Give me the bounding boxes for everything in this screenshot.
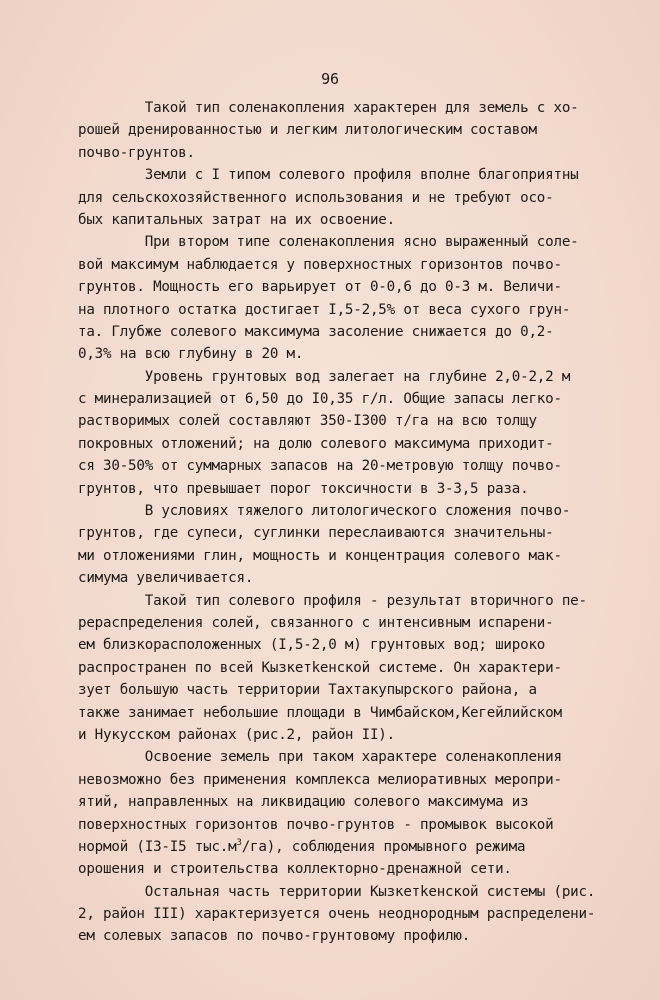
text-line: бых капитальных затрат на их освоение. xyxy=(78,211,395,228)
text-line: грунтов, где супеси, суглинки переслаиваются значительны- xyxy=(78,525,554,542)
text-line: ятий, направленных на ликвидацию солевого максимума из xyxy=(78,794,529,811)
text-line: 0,3% на всю глубину в 20 м. xyxy=(78,346,304,363)
text-line: ем солевых запасов по почво-грунтовому профилю. xyxy=(78,928,471,945)
text-line: Такой тип солевого профиля - результат вторичного пе- xyxy=(78,592,587,609)
body-text xyxy=(78,97,648,948)
text-line: и Нукусском районах (рис.2, район II). xyxy=(78,726,395,743)
text-line: рераспределения солей, связанного с интенсивным испарени- xyxy=(78,614,554,631)
text-line: симума увеличивается. xyxy=(78,570,254,587)
text-line: с минерализацией от 6,50 до I0,35 г/л. Общие запасы легко- xyxy=(78,391,562,408)
text-line: рошей дренированностью и легким литологическим составом xyxy=(78,122,537,139)
text-line: зует большую часть территории Тахтакупырского района, а xyxy=(78,682,537,699)
text-line: грунтов. Мощность его варьирует от 0-0,6 до 0-3 м. Величи- xyxy=(78,279,562,296)
text-line: почво-грунтов. xyxy=(78,144,195,161)
text-line: ся 30-50% от суммарных запасов на 20-метровую толщу почво- xyxy=(78,458,562,475)
text-fragment: нормой (I3-I5 тыс.м xyxy=(78,838,237,855)
text-line: для сельскохозяйственного использования и не требуют осо- xyxy=(78,189,554,206)
text-line: на плотного остатка достигает I,5-2,5% от веса сухого грун- xyxy=(78,301,571,318)
text-line: ми отложениями глин, мощность и концентрация солевого мак- xyxy=(78,547,562,564)
text-line: поверхностных горизонтов почво-грунтов - промывок высокой xyxy=(78,816,554,833)
text-line: ем близкорасположенных (I,5-2,0 м) грунтовых вод; широко xyxy=(78,637,546,654)
text-line: вой максимум наблюдается у поверхностных горизонтов почво- xyxy=(78,256,562,273)
text-line: растворимых солей составляют 350-I300 т/га на всю толщу xyxy=(78,413,537,430)
text-line: та. Глубже солевого максимума засоление снижается до 0,2- xyxy=(78,323,554,340)
text-line: невозможно без применения комплекса мелиоративных меропри- xyxy=(78,771,562,788)
text-fragment: /га), соблюдения промывного режима xyxy=(241,838,526,855)
text-line: Уровень грунтовых вод залегает на глубине 2,0-2,2 м xyxy=(78,368,571,385)
text-line: 2, район III) характеризуется очень неоднородным распределени- xyxy=(78,906,596,923)
text-line: покровных отложений; на долю солевого максимума приходит- xyxy=(78,435,554,452)
text-line: также занимает небольшие площади в Чимбайском,Кегейлийском xyxy=(78,704,562,721)
text-line: Остальная часть территории Кызкетkенской системы (рис. xyxy=(78,883,596,900)
text-line: Освоение земель при таком характере соленакопления xyxy=(78,749,562,766)
text-line-with-superscript xyxy=(78,836,648,858)
text-line: грунтов, что превышает порог токсичности в 3-3,5 раза. xyxy=(78,480,529,497)
superscript: 3 xyxy=(236,837,242,848)
text-line: При втором типе соленакопления ясно выраженный соле- xyxy=(78,234,579,251)
text-line: В условиях тяжелого литологического сложения почво- xyxy=(78,503,571,520)
text-line: орошения и строительства коллекторно-дренажной сети. xyxy=(78,861,512,878)
text-line: распространен по всей Кызкетkенской системе. Он характери- xyxy=(78,659,562,676)
page-number: 96 xyxy=(321,70,339,88)
text-line: Земли с I типом солевого профиля вполне благоприятны xyxy=(78,167,579,184)
text-line: Такой тип соленакопления характерен для земель с хо- xyxy=(78,100,579,116)
